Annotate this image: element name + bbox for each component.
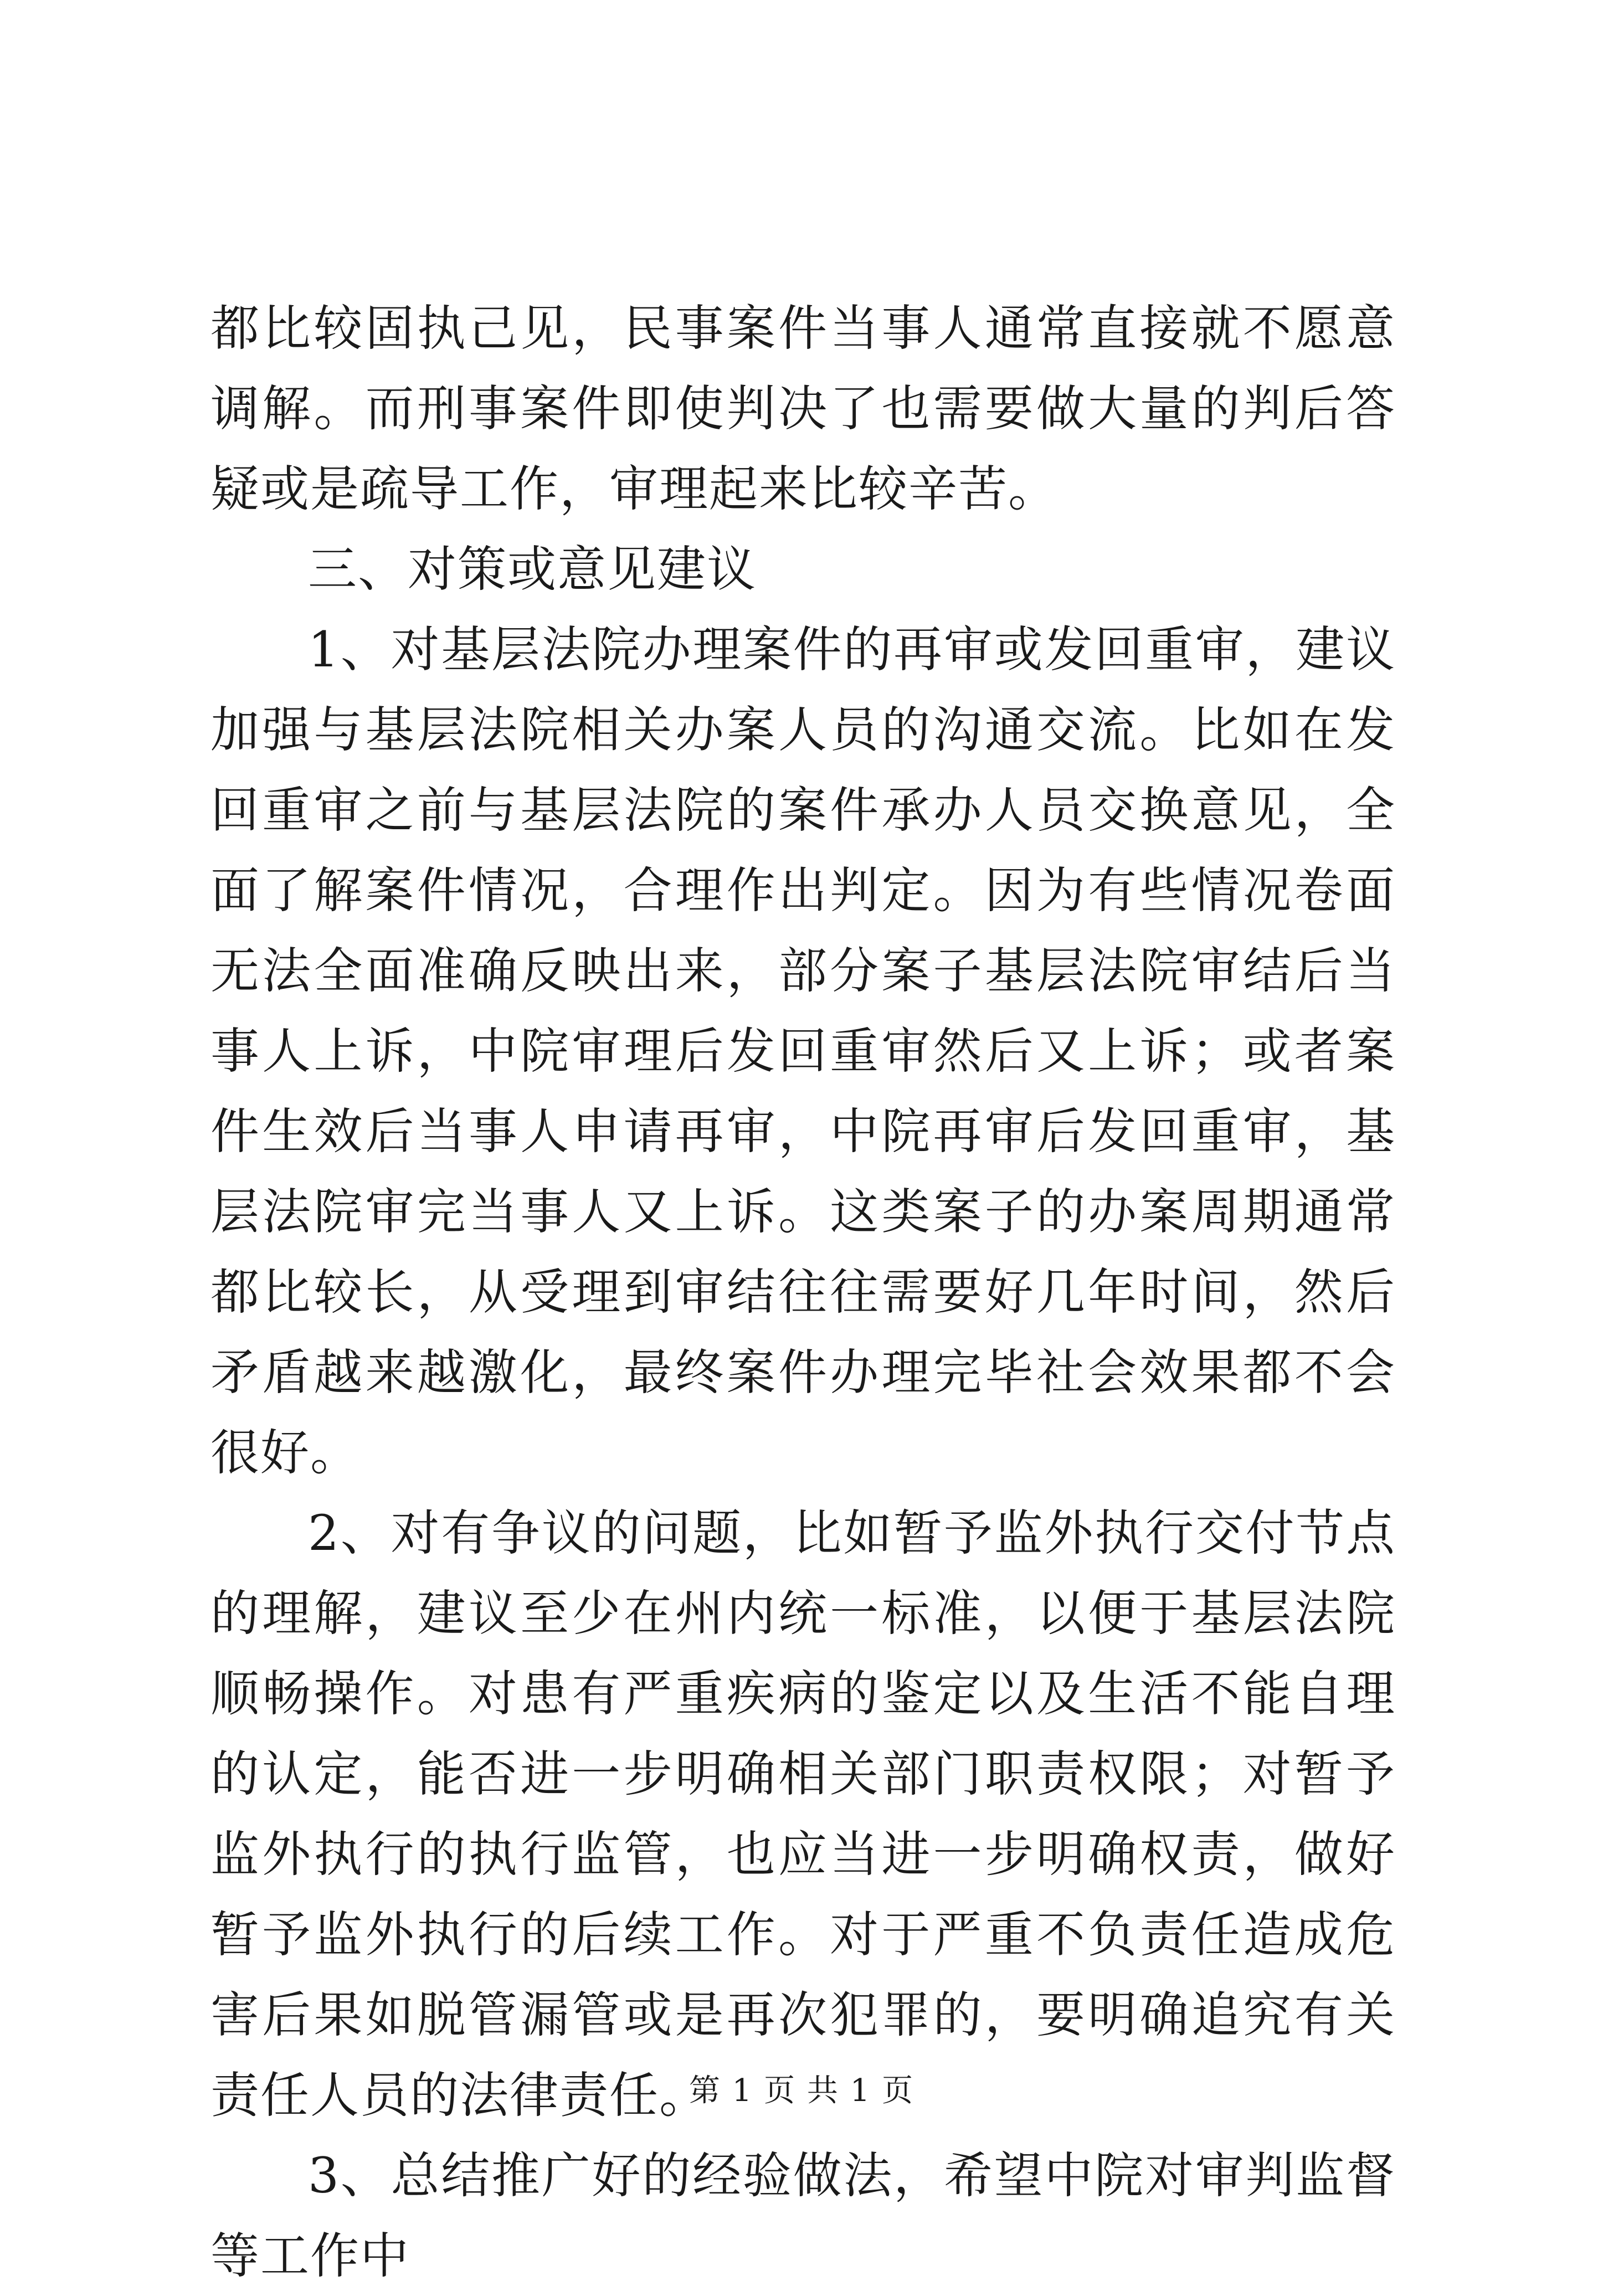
paragraph-continuation: 都比较固执己见，民事案件当事人通常直接就不愿意调解。而刑事案件即使判决了也需要做大量的判后答疑或是疏导工作，审理起来比较辛苦。 bbox=[210, 300, 1396, 517]
document-body bbox=[210, 288, 1396, 2296]
page-footer bbox=[0, 2072, 1603, 2110]
paragraph-item-3: 3、总结推广好的经验做法，希望中院对审判监督等工作中 bbox=[210, 2147, 1396, 2284]
paragraph-item-1: 1、对基层法院办理案件的再审或发回重审，建议加强与基层法院相关办案人员的沟通交流。比如在发回重审之前与基层法院的案件承办人员交换意见，全面了解案件情况，合理作出判定。因为有些情况卷面无法全面准确反映出来，部分案子基层法院审结后当事人上诉，中院审理后发回重审然后又上诉；或者案件生效后当事人申请再审，中院再审后发回重审，基层法院审完当事人又上诉。这类案子的办案周期通常都比较长，从受理到审结往往需要好几年时间，然后矛盾越来越激化，最终案件办理完毕社会效果都不会很好。 bbox=[210, 621, 1396, 1481]
page-number-label: 第 1 页 共 1 页 bbox=[689, 2073, 914, 2109]
section-heading-countermeasures: 三、对策或意见建议 bbox=[308, 541, 757, 598]
paragraph-item-2: 2、对有争议的问题，比如暂予监外执行交付节点的理解，建议至少在州内统一标准，以便于基层法院顺畅操作。对患有严重疾病的鉴定以及生活不能自理的认定，能否进一步明确相关部门职责权限；对暂予监外执行的执行监管，也应当进一步明确权责，做好暂予监外执行的后续工作。对于严重不负责任造成危害后果如脱管漏管或是再次犯罪的，要明确追究有关责任人员的法律责任。 bbox=[210, 1504, 1396, 2124]
